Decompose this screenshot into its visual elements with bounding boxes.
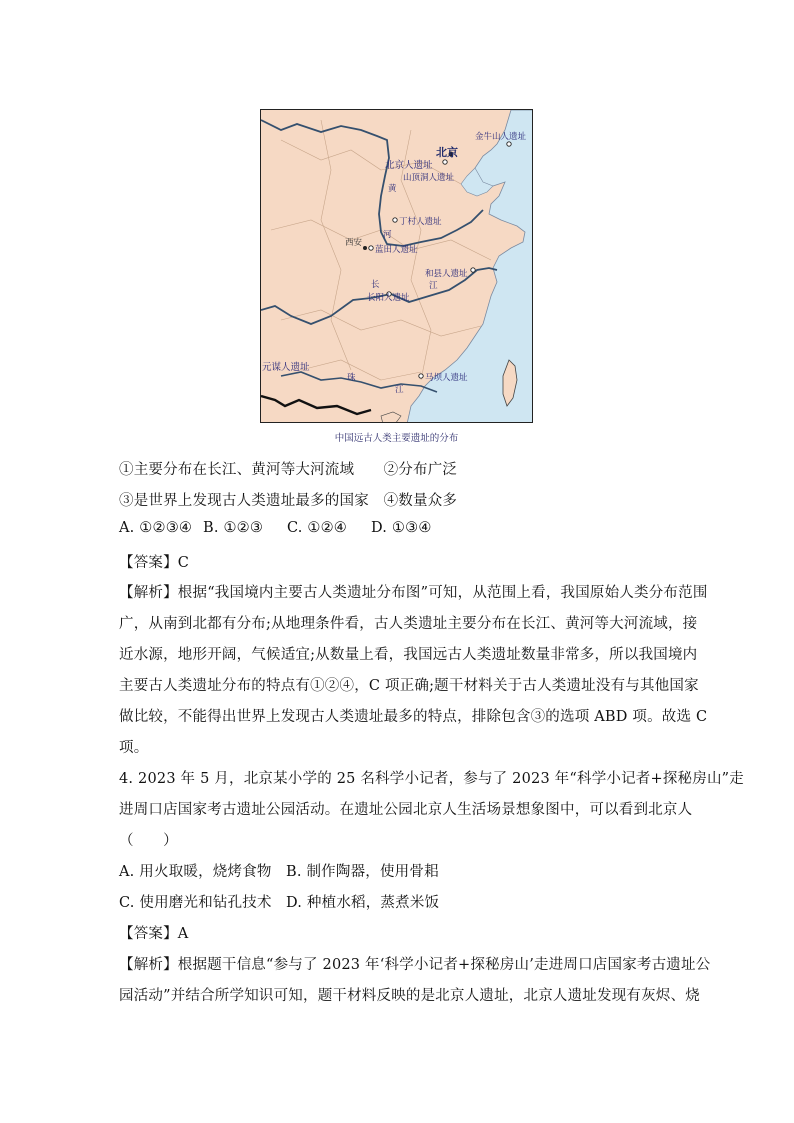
q3-statements-line-2: ③是世界上发现古人类遗址最多的国家 ④数量众多 <box>119 493 458 509</box>
q3-answer: 【答案】C <box>119 555 190 571</box>
q4-options-row-1 <box>119 860 439 881</box>
beijing-man-label: 北京人遗址 <box>385 160 433 171</box>
q4-answer: 【答案】A <box>119 926 189 942</box>
q4-option-d: D. 种植水稻，蒸煮米饭 <box>286 895 440 911</box>
xian-label: 西安 <box>345 238 363 248</box>
map-caption: 中国远古人类主要遗址的分布 <box>334 433 459 444</box>
q4-stem-line-2: 进周口店国家考古遗址公园活动。在遗址公园北京人生活场景想象图中，可以看到北京人 <box>119 802 693 818</box>
q3-analysis-line-3: 近水源，地形开阔，气候适宜;从数量上看，我国远古人类遗址数量非常多，所以我国境内 <box>119 647 698 663</box>
q4-stem-line-3: （ ） <box>119 833 178 849</box>
q3-analysis-line-4: 主要古人类遗址分布的特点有①②④，C 项正确;题干材料关于古人类遗址没有与其他国家 <box>119 678 699 694</box>
site-distribution-map <box>260 109 533 423</box>
he-river-char: 河 <box>383 230 392 240</box>
q3-analysis-line-5: 做比较，不能得出世界上发现古人类遗址最多的特点，排除包含③的选项 ABD 项。故选 C <box>119 709 708 725</box>
dingcun-marker <box>393 218 397 222</box>
xian-city-marker <box>363 246 367 250</box>
lantian-label: 蓝田人遗址 <box>375 245 418 255</box>
q4-option-a: A. 用火取暖，烧烤食物 <box>119 864 272 880</box>
q3-analysis-line-2: 广，从南到北都有分布;从地理条件看，古人类遗址主要分布在长江、黄河等大河流域，接 <box>119 616 698 632</box>
maba-label: 马坝人遗址 <box>425 373 468 383</box>
huang-river-char: 黄 <box>388 184 397 194</box>
jinniushan-label: 金牛山人遗址 <box>475 132 527 142</box>
q3-option-c: C. ①②④ <box>287 520 347 536</box>
q3-option-b: B. ①②③ <box>203 520 264 536</box>
q4-analysis-line-2: 园活动”并结合所学知识可知，题干材料反映的是北京人遗址，北京人遗址发现有灰烬、烧 <box>119 988 700 1004</box>
q3-option-a: A. ①②③④ <box>119 520 193 536</box>
hexian-marker <box>471 268 475 272</box>
lantian-marker <box>369 246 373 250</box>
jinniushan-marker <box>507 142 511 146</box>
q4-options-row-2 <box>119 891 439 912</box>
q3-analysis-line-6: 项。 <box>119 740 149 756</box>
beijing-man-marker <box>443 160 447 164</box>
beijing-label: 北京 <box>436 146 458 159</box>
q3-options <box>119 520 432 536</box>
q3-statements-line-1: ①主要分布在长江、黄河等大河流域 ②分布广泛 <box>119 462 458 478</box>
q3-option-d: D. ①③④ <box>371 520 432 536</box>
q3-analysis-line-1: 【解析】根据“我国境内主要古人类遗址分布图”可知，从范围上看，我国原始人类分布范围 <box>119 585 708 601</box>
q4-stem-line-1: 4. 2023 年 5 月，北京某小学的 25 名科学小记者，参与了 2023 年“科学小记者+探秘房山”走 <box>119 771 744 787</box>
changyang-label: 长阳人遗址 <box>367 293 410 303</box>
dingcun-label: 丁村人遗址 <box>399 217 442 227</box>
yuanmou-label: 元谋人遗址 <box>262 362 310 373</box>
chang-river-char: 长 <box>371 280 380 290</box>
hexian-label: 和县人遗址 <box>425 269 468 279</box>
q4-analysis-line-1: 【解析】根据题干信息“参与了 2023 年‘科学小记者+探秘房山’走进周口店国家考古遗址公 <box>119 957 711 973</box>
shandingdong-label: 山顶洞人遗址 <box>403 173 455 183</box>
q4-option-b: B. 制作陶器，使用骨耜 <box>286 864 439 880</box>
zhu-river-char: 珠 <box>347 373 356 383</box>
jiang-river-char-2: 江 <box>395 385 404 395</box>
q4-option-c: C. 使用磨光和钻孔技术 <box>119 895 272 911</box>
map-graphic <box>261 110 533 423</box>
maba-marker <box>419 374 423 378</box>
jiang-river-char-1: 江 <box>429 281 438 291</box>
